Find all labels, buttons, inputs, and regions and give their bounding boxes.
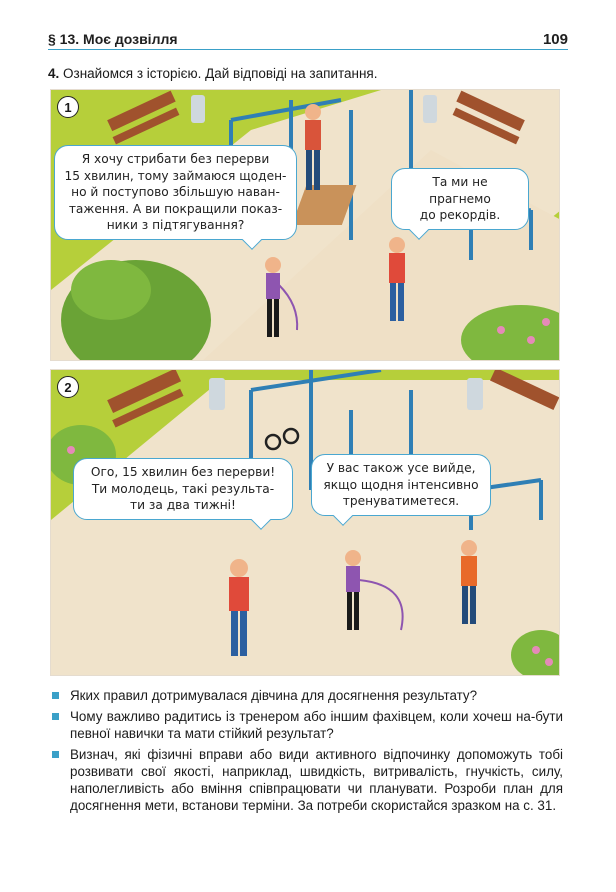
bubble-line: У вас також усе вийде, bbox=[326, 461, 476, 475]
bubble-line: тренуватиметеся. bbox=[342, 494, 460, 508]
speech-bubble-girl-2 bbox=[311, 454, 491, 516]
bubble-line: ти за два тижні! bbox=[130, 498, 236, 512]
question-item bbox=[48, 687, 563, 704]
bullet-square-icon bbox=[52, 692, 59, 699]
page-header bbox=[48, 28, 568, 50]
question-item bbox=[48, 708, 563, 742]
bubble-line: до рекордів. bbox=[419, 208, 501, 222]
bubble-line: 15 хвилин, тому займаюся щоден- bbox=[64, 168, 287, 183]
panel-1-number: 1 bbox=[57, 96, 79, 118]
bubble-line: Та ми не прагнемо bbox=[429, 175, 491, 206]
bubble-line: Я хочу стрибати без перерви bbox=[81, 152, 270, 166]
task-instruction bbox=[48, 66, 377, 81]
bullet-square-icon bbox=[52, 713, 59, 720]
page-number: 109 bbox=[542, 31, 568, 48]
section-title: § 13. Моє дозвілля bbox=[48, 31, 178, 47]
comic-panel-2 bbox=[50, 369, 560, 676]
bubble-line: таження. А ви покращили показ- bbox=[68, 201, 283, 216]
task-text: Ознайомся з історією. Дай відповіді на запитання. bbox=[63, 66, 378, 81]
panel-2-number: 2 bbox=[57, 376, 79, 398]
question-text: Чому важливо радитись із тренером або іншим фахівцем, коли хочеш на-бути певної навички та мати стійкий результат? bbox=[70, 709, 563, 741]
question-list bbox=[48, 687, 563, 818]
speech-bubble-girl-1 bbox=[54, 145, 297, 240]
speech-bubble-boy-2 bbox=[73, 458, 293, 520]
bubble-line: ники з підтягування? bbox=[106, 218, 245, 232]
task-number: 4. bbox=[48, 66, 60, 81]
header-divider bbox=[48, 49, 568, 50]
speech-bubble-boys-1 bbox=[391, 168, 529, 230]
bubble-line: но й поступово збільшую наван- bbox=[71, 185, 280, 199]
panel-2-illustration bbox=[51, 370, 560, 676]
question-text: Яких правил дотримувалася дівчина для досягнення результату? bbox=[70, 688, 478, 703]
question-item bbox=[48, 746, 563, 814]
bubble-line: Ти молодець, такі результа- bbox=[91, 481, 275, 496]
bubble-line: якщо щодня інтенсивно bbox=[323, 477, 479, 492]
bubble-line: Ого, 15 хвилин без перерви! bbox=[90, 465, 276, 479]
comic-panel-1 bbox=[50, 89, 560, 361]
bullet-square-icon bbox=[52, 751, 59, 758]
question-text: Визнач, які фізичні вправи або види активного відпочинку допоможуть тобі розвивати свої якості, наприклад, швидкість, витривалість, гнучкість, силу, наполегливість або вміння співпрацювати чи планувати. Розроби план для досягнення мети, встанови терміни. За потреби скористайся зразком на с. 31. bbox=[70, 747, 563, 813]
